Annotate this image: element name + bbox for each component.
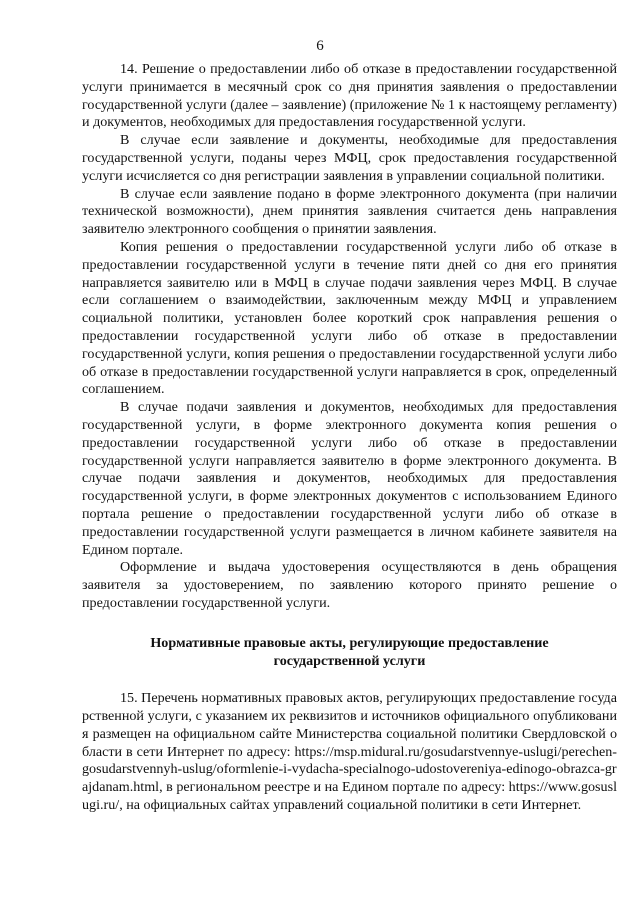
paragraph-decision-copy: Копия решения о предоставлении государственной услуги либо об отказе в предоставлении государственной услуги в течение пяти дней со дня его принятия направляется заявителю или в МФЦ в случае подачи заявления через МФЦ. В случае если соглашением о взаимодействии, заключенным между МФЦ и управлением социальной политики, установлен более короткий срок направления решения о предоставлении государственной услуги либо об отказе в предоставлении государственной услуги, копия решения о предоставлении государственной услуги либо об отказе в предоставлении государственной услуги направляется в срок, определенный соглашением.	[82, 238, 617, 398]
paragraph-15: 15. Перечень нормативных правовых актов, регулирующих предоставление государственной услуги, с указанием их реквизитов и источников официального опубликования размещен на официальном сайте Министерства социальной политики Свердловской области в сети Интернет по адресу: https://msp.midural.ru/gosudarstvennye-uslugi/perechen-gosudarstvennyh-uslug/oformlenie-i-vydacha-specialnogo-udostovereniya-edinogo-obrazca-grajdanam.html, в региональном реестре и на Едином портале по адресу: https://www.gosuslugi.ru/, на официальных сайтах управлений социальной политики в сети Интернет.	[82, 690, 617, 814]
section-heading	[82, 635, 617, 671]
paragraph-certificate-issue: Оформление и выдача удостоверения осуществляются в день обращения заявителя за удостоверением, по заявлению которого принято решение о предоставлении государственной услуги.	[82, 559, 617, 611]
heading-spacer	[82, 670, 617, 690]
paragraph-14: 14. Решение о предоставлении либо об отказе в предоставлении государственной услуги принимается в месячный срок со дня принятия заявления о предоставлении государственной услуги (далее – заявление) (приложение № 1 к настоящему регламенту) и документов, необходимых для предоставления государственной услуги.	[82, 61, 617, 131]
section-heading-line-2: государственной услуги	[273, 652, 426, 669]
paragraph-mfc-term: В случае если заявление и документы, необходимые для предоставления государственной услуги, поданы через МФЦ, срок предоставления государственной услуги исчисляется со дня регистрации заявления в управлении социальной политики.	[82, 132, 617, 184]
paragraph-electronic-decision: В случае подачи заявления и документов, необходимых для предоставления государственной услуги, в форме электронного документа копия решения о предоставлении государственной услуги либо об отказе в предоставлении государственной услуги направляется заявителю в форме электронного документа. В случае подачи заявления и документов, необходимых для предоставления государственной услуги, в форме электронных документов с использованием Единого портала решение о предоставлении государственной услуги либо об отказе в предоставлении государственной услуги размещается в личном кабинете заявителя на Едином портале.	[82, 399, 617, 558]
page-number: 6	[316, 38, 324, 54]
section-heading-line-1: Нормативные правовые акты, регулирующие предоставление	[150, 634, 549, 651]
paragraph-electronic-application: В случае если заявление подано в форме электронного документа (при наличии технической возможности), днем принятия заявления считается день направления заявителю электронного сообщения о принятии заявления.	[82, 185, 617, 238]
document-body	[82, 61, 617, 815]
